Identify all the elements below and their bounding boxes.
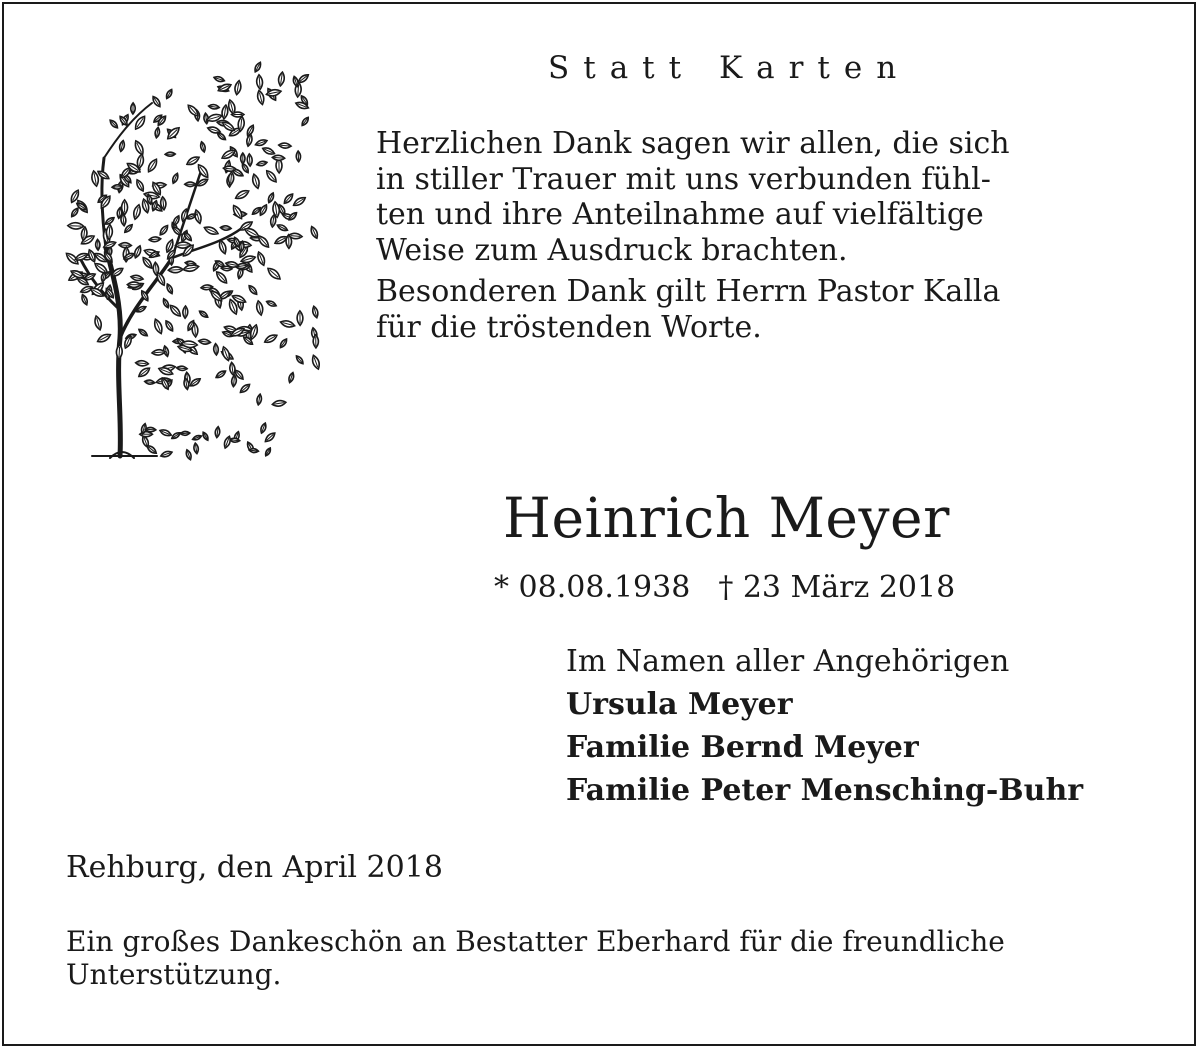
relatives-intro: Im Namen aller Angehörigen	[566, 644, 1010, 679]
relative-name: Familie Peter Mensching-Buhr	[566, 773, 1084, 808]
special-thanks-paragraph	[376, 274, 1136, 345]
relative-name: Familie Bernd Meyer	[566, 730, 919, 765]
deceased-name: Heinrich Meyer	[503, 486, 950, 550]
text-line: Besonderen Dank gilt Herrn Pastor Kalla	[376, 274, 1001, 309]
place-and-date: Rehburg, den April 2018	[66, 850, 443, 885]
death-date: † 23 März 2018	[718, 570, 956, 605]
notice-heading: Statt Karten	[548, 50, 911, 86]
text-line: Unterstützung.	[66, 958, 282, 991]
text-line: für die tröstenden Worte.	[376, 309, 762, 345]
text-line: Weise zum Ausdruck brachten.	[376, 232, 848, 268]
birth-date: * 08.08.1938	[494, 570, 691, 605]
text-line: in stiller Trauer mit uns verbunden fühl-	[376, 161, 991, 197]
relatives-block	[566, 640, 1083, 812]
thanks-text	[376, 126, 1136, 345]
thanks-paragraph	[376, 126, 1136, 268]
text-line: Ein großes Dankeschön an Bestatter Eberhard für die freundliche	[66, 925, 1005, 958]
life-dates	[494, 570, 955, 605]
relative-name: Ursula Meyer	[566, 687, 793, 722]
text-line: Herzlichen Dank sagen wir allen, die sich	[376, 126, 1010, 161]
footer-thanks	[66, 925, 1146, 991]
tree-with-falling-leaves-icon	[62, 58, 324, 466]
text-line: ten und ihre Anteilnahme auf vielfältige	[376, 197, 984, 232]
